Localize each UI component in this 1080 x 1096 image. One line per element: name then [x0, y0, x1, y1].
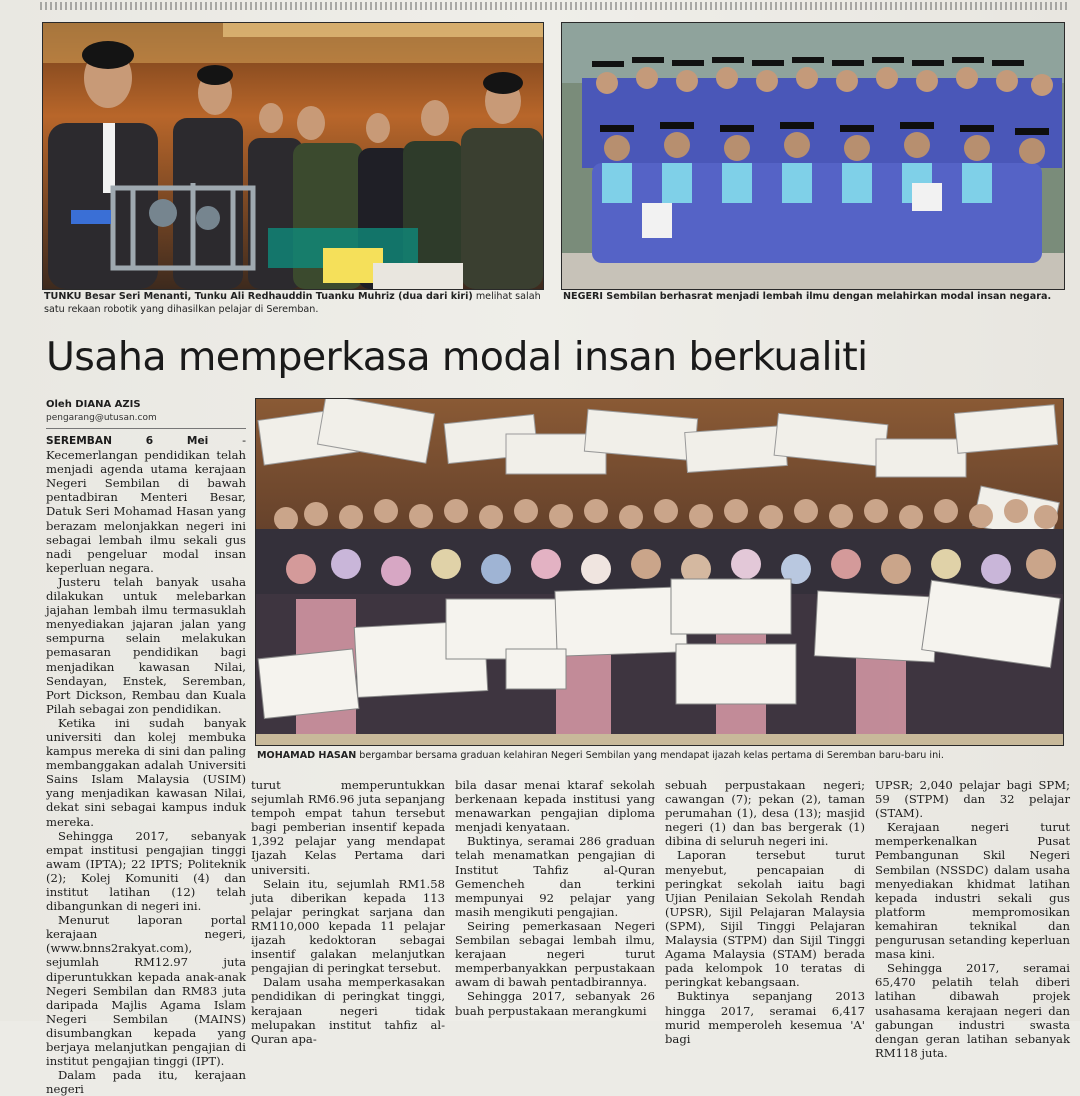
article-paragraph	[46, 433, 246, 575]
photo-graduates-art	[562, 23, 1064, 289]
article-paragraph: Ketika ini sudah banyak universiti dan kolej membuka kampus mereka di sini dan paling membanggakan adalah Universiti Sains Islam Malaysia (USIM) yang menjadikan kawasan Nilai, dekat sini sebagai kampus induk mereka.	[46, 715, 246, 829]
photo-group-graduates	[255, 398, 1064, 746]
photo-robotics-art	[43, 23, 543, 289]
caption-robotics-rest: melihat salah satu rekaan robotik yang dihasilkan pelajar di Seremban.	[44, 291, 541, 315]
article-column-3	[455, 778, 655, 1018]
article-paragraph: Sehingga 2017, sebanyak 26 buah perpustakaan merangkumi	[455, 989, 655, 1018]
article-paragraph: Sehingga 2017, seramai 65,470 pelatih telah diberi latihan dibawah projek usahasama kerajaan negeri dan gabungan industri swasta dengan geran latihan sebanyak RM118 juta.	[875, 961, 1070, 1060]
article-paragraph: Buktinya, seramai 286 graduan telah menamatkan pengajian di Institut Tahfiz al-Quran Gemencheh dan terkini mempunyai 92 pelajar yang masih mengikuti pengajian.	[455, 834, 655, 919]
article-paragraph-text: - Kecemerlangan pendidikan telah menjadi agenda utama kerajaan Negeri Sembilan di bawah pentadbiran Menteri Besar, Datuk Seri Mohamad Hasan yang berazam melonjakkan negeri ini sebagai lembah ilmu sekali gus nadi pengeluar modal insan keperluan negara.	[46, 433, 246, 575]
article-paragraph: Menurut laporan portal kerajaan negeri, (www.bnns2rakyat.com), sejumlah RM12.97 juta diperuntukkan kepada anak-anak Negeri Sembilan dan RM83 juta daripada Majlis Agama Islam Negeri Sembilan (MAINS) disumbangkan kepada yang berjaya melanjutkan pengajian di institut pengajian tinggi (IPT).	[46, 913, 246, 1069]
photo-group-art	[256, 399, 1063, 745]
article-paragraph: bila dasar menai ktaraf sekolah berkenaan kepada institusi yang menawarkan pengajian diploma menjadi kenyataan.	[455, 778, 655, 835]
article-paragraph: Sehingga 2017, sebanyak empat institusi pengajian tinggi awam (IPTA); 22 IPTS; Politeknik (2); Kolej Komuniti (4) dan institut latihan (12) telah dibangunkan di negeri ini.	[46, 828, 246, 914]
article-column-2	[251, 778, 445, 1046]
caption-robotics-bold: TUNKU Besar Seri Menanti, Tunku Ali Redhauddin Tuanku Muhriz (dua dari kiri)	[44, 291, 473, 302]
photo-graduates	[561, 22, 1065, 290]
article-paragraph: Buktinya sepanjang 2013 hingga 2017, seramai 6,417 murid memperoleh kesemua 'A' bagi	[665, 989, 865, 1046]
article-paragraph: Dalam pada itu, kerajaan negeri	[46, 1068, 246, 1096]
article-column-5	[875, 778, 1070, 1060]
article-paragraph: Selain itu, sejumlah RM1.58 juta diberikan kepada 113 pelajar peringkat sarjana dan RM110,000 kepada 11 pelajar ijazah kedoktoran sebagai insentif galakan melanjutkan pengajian di peringkat tersebut.	[251, 876, 445, 976]
article-byline: Oleh DIANA AZIS	[46, 399, 141, 410]
article-dateline: SEREMBAN 6 Mei	[46, 435, 209, 447]
article-paragraph: Justeru telah banyak usaha dilakukan untuk melebarkan jajahan lembah ilmu termasuklah menyediakan jajaran jalan yang sempurna selain melakukan pemasaran pendidikan bagi menjadikan kawasan Nilai, Sendayan, Enstek, Seremban, Port Dickson, Rembau dan Kuala Pilah sebagai zon pendidikan.	[46, 574, 246, 716]
byline-rule	[46, 428, 246, 429]
caption-group-rest: bergambar bersama graduan kelahiran Negeri Sembilan yang mendapat ijazah kelas pertama di Seremban baru-baru ini.	[356, 750, 944, 761]
caption-graduates	[563, 291, 1063, 304]
article-paragraph: UPSR; 2,040 pelajar bagi SPM; 59 (STPM) dan 32 pelajar (STAM).	[875, 778, 1070, 821]
caption-group	[257, 750, 1062, 763]
article-paragraph: Seiring pemerkasaan Negeri Sembilan sebagai lembah ilmu, kerajaan negeri turut memperbanyakkan perpustakaan awam di bawah pentadbirannya.	[455, 918, 655, 990]
caption-group-bold: MOHAMAD HASAN	[257, 750, 357, 761]
photo-robotics-exhibition	[42, 22, 544, 290]
article-paragraph: Dalam usaha memperkasakan pendidikan di peringkat tinggi, kerajaan negeri tidak melupakan institut tahfiz al-Quran apa-	[251, 975, 445, 1046]
top-rule	[40, 2, 1070, 10]
article-email: pengarang@utusan.com	[46, 413, 157, 423]
article-paragraph: sebuah perpustakaan negeri; cawangan (7); pekan (2), taman perumahan (1), desa (13); masjid negeri (1) dan bas bergerak (1) dibina di seluruh negeri ini.	[665, 778, 865, 849]
article-paragraph: Kerajaan negeri turut memperkenalkan Pusat Pembangunan Skil Negeri Sembilan (NSSDC) dalam usaha menyediakan khidmat latihan kepada industri sekali gus platform mempromosikan kemahiran teknikal dan pengurusan setanding keperluan masa kini.	[875, 820, 1070, 962]
caption-robotics	[44, 291, 549, 316]
article-column-4	[665, 778, 865, 1046]
article-column-1	[46, 433, 246, 1096]
article-paragraph: Laporan tersebut turut menyebut, pencapaian di peringkat sekolah iaitu bagi Ujian Penilaian Sekolah Rendah (UPSR), Sijil Pelajaran Malaysia (SPM), Sijil Tinggi Pelajaran Malaysia (STPM) dan Sijil Tinggi Agama Malaysia (STAM) berada pada kelompok 10 teratas di peringkat kebangsaan.	[665, 848, 865, 990]
article-headline: Usaha memperkasa modal insan berkualiti	[46, 334, 868, 380]
article-paragraph: turut memperuntukkan sejumlah RM6.96 juta sepanjang tempoh empat tahun tersebut bagi pemberian insentif kepada 1,392 pelajar yang mendapat Ijazah Kelas Pertama dari universiti.	[251, 778, 445, 877]
caption-graduates-bold: NEGERI Sembilan berhasrat menjadi lembah ilmu dengan melahirkan modal insan negara.	[563, 291, 1052, 302]
